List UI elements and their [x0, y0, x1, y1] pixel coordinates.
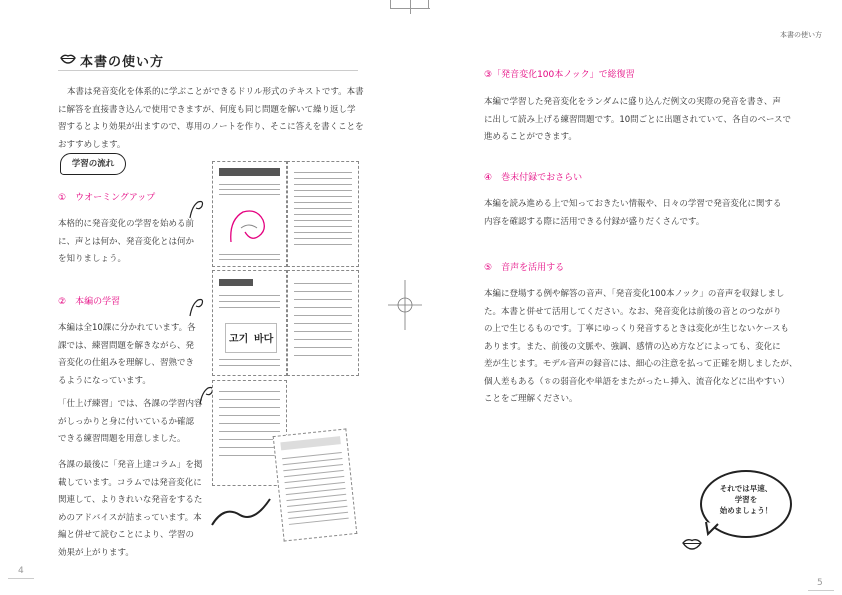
intro-line: 習するとより効果が出ますので、専用のノートを作り、そこに答えを書くことを	[58, 122, 364, 132]
sample-page-thumbnail	[287, 161, 359, 267]
section-heading: ② 本編の学習	[58, 297, 121, 307]
body-line: 個人差もある（ㅎの弱音化や単語をまたがったㄴ挿入、流音化などに出やすい）	[484, 376, 790, 387]
lips-icon	[682, 537, 702, 550]
bubble-line: それでは早速、	[719, 484, 773, 493]
body-line: がしっかりと身に付いているか確認	[58, 416, 195, 427]
flow-badge	[60, 153, 126, 175]
crop-mark-top	[390, 0, 391, 8]
section-heading: ① ウオーミングアップ	[58, 193, 156, 203]
lips-icon	[60, 53, 76, 64]
sample-page-thumbnail	[212, 270, 287, 376]
bubble-line: 学習を	[734, 495, 758, 504]
body-line: あります。また、前後の文脈や、強調、感情の込め方などによっても、変化に	[484, 341, 781, 352]
intro-line: に解答を直接書き込んで使用できますが、何度も同じ問題を解いて繰り返し学	[58, 104, 356, 115]
body-line: 音変化の仕組みを理解し、習熟でき	[58, 358, 195, 368]
page-title: 本書の使い方	[80, 55, 165, 70]
section-body	[58, 216, 208, 269]
section-heading: ③「発音変化100本ノック」で総復習	[484, 70, 635, 80]
body-line: 進めることができます。	[484, 132, 577, 142]
korean-sample: 고기	[229, 334, 249, 345]
section-body	[58, 396, 208, 449]
body-line: 各課の最後に「発音上達コラム」を掲	[58, 460, 203, 470]
body-line: 本編を読み進める上で知っておきたい情報や、日々の学習で発音変化に関する	[484, 199, 782, 209]
body-line: 「仕上げ練習」では、各課の学習内容	[58, 399, 203, 409]
sample-page-thumbnail	[212, 161, 287, 267]
body-line: の上で生じるものです。丁寧にゆっくり発音するときは変化が生じないケースも	[484, 324, 789, 334]
section-body	[58, 320, 208, 390]
body-line: るようになっています。	[58, 375, 151, 386]
body-line: 差が生じます。モデル音声の録音には、細心の注意を払って正確を期しましたが、	[484, 359, 798, 369]
page-number-rule	[808, 590, 834, 591]
swirl-decoration-icon	[188, 198, 206, 220]
bubble-tail	[704, 522, 720, 536]
body-line: めのアドバイスが詰まっています。本	[58, 512, 202, 523]
section-heading: ⑤ 音声を活用する	[484, 263, 565, 273]
crop-mark-top	[428, 0, 429, 8]
body-line: 載しています。コラムでは発音変化に	[58, 477, 202, 488]
swirl-decoration-icon	[188, 296, 206, 318]
registration-mark-icon	[388, 280, 422, 330]
body-line: 効果が上がります。	[58, 547, 134, 558]
intro-line: 本書は発音変化を体系的に学ぶことができるドリル形式のテキストです。本書	[67, 87, 364, 97]
body-line: 内容を確認する際に活用できる付録が盛りだくさんです。	[484, 216, 705, 227]
title-rule	[58, 70, 358, 71]
body-line: 本編で学習した発音変化をランダムに盛り込んだ例文の実際の発音を書き、声	[484, 97, 781, 107]
body-line: できる練習問題を用意しました。	[58, 434, 186, 444]
sample-page-thumbnail	[287, 270, 359, 376]
body-line: 課では、練習問題を解きながら、発	[58, 340, 195, 351]
page-number-rule	[8, 578, 34, 579]
page-number-right: 5	[817, 578, 823, 588]
body-line: を知りましょう。	[58, 254, 127, 264]
section-body	[58, 457, 208, 562]
section-body	[484, 286, 804, 409]
crop-mark-top-h	[390, 8, 430, 9]
crop-mark-top	[410, 0, 411, 14]
section-heading: ④ 巻末付録でおさらい	[484, 173, 583, 183]
body-line: に出して読み上げる練習問題です。10問ごとに出題されていて、各自のペースで	[484, 114, 792, 125]
page-number-left: 4	[18, 566, 24, 576]
body-line: 本格的に発音変化の学習を始める前	[58, 219, 195, 229]
body-line: に、声とは何か、発音変化とは何か	[58, 236, 195, 247]
column-page-thumbnail	[273, 428, 358, 541]
body-line: た。本書と併せて活用してください。なお、発音変化は前後の音とのつながり	[484, 306, 782, 317]
flow-label: 学習の流れ	[71, 159, 115, 169]
section-body	[484, 196, 794, 231]
intro-paragraph	[58, 84, 368, 154]
swirl-decoration-icon	[210, 495, 272, 529]
running-head: 本書の使い方	[780, 31, 822, 39]
body-line: 本編は全10課に分かれています。各	[58, 323, 196, 333]
body-line: 本編に登場する例や解答の音声、「発音変化100本ノック」の音声を収録しまし	[484, 289, 785, 299]
body-line: 編と併せて読むことにより、学習の	[58, 530, 195, 540]
intro-line: おすすめします。	[58, 139, 126, 150]
bubble-line: 始めましょう！	[719, 506, 773, 515]
mouth-diagram	[223, 202, 273, 248]
body-line: 関連して、よりきれいな発音をするた	[58, 495, 203, 505]
body-line: ことをご理解ください。	[484, 394, 578, 404]
section-body	[484, 94, 794, 147]
korean-sample: 바다	[254, 334, 274, 345]
